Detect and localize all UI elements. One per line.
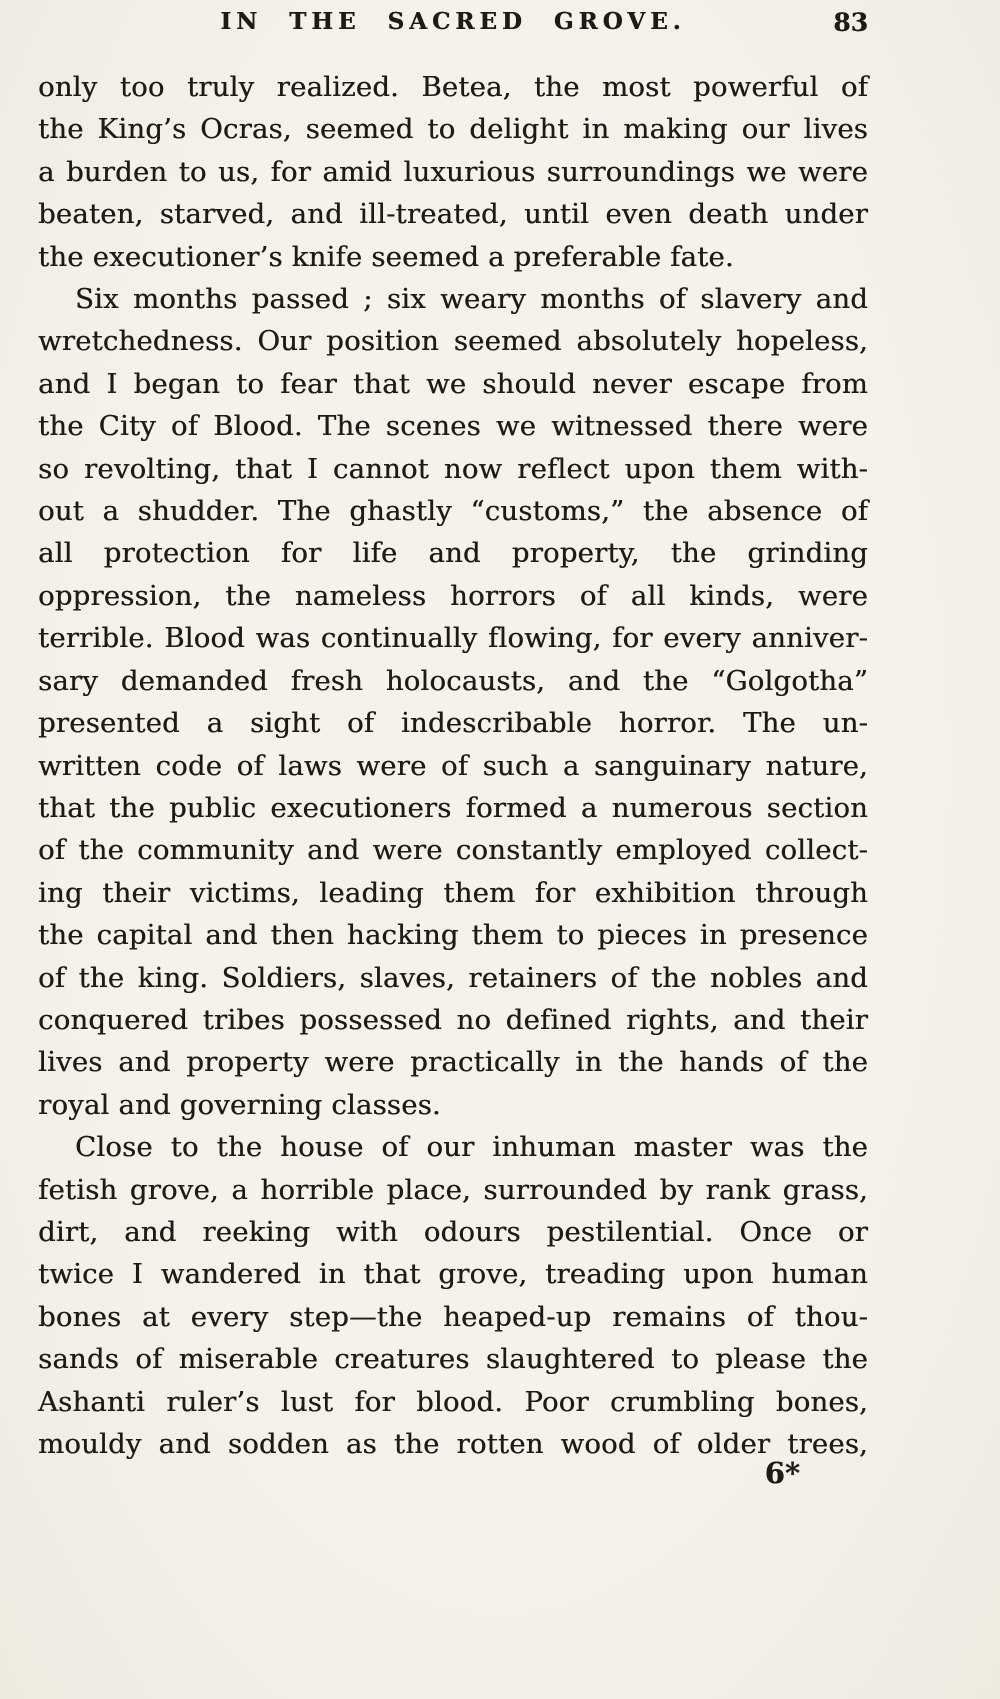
- text-line: sands of miserable creatures slaughtered to please the: [38, 1343, 868, 1376]
- text-line: all protection for life and property, the grinding: [38, 537, 868, 570]
- text-line: beaten, starved, and ill-treated, until even death under: [38, 198, 868, 231]
- text-line: the City of Blood. The scenes we witnessed there were: [38, 410, 868, 443]
- text-line: a burden to us, for amid luxurious surroundings we were: [38, 155, 868, 188]
- text-line: the capital and then hacking them to pieces in presence: [38, 919, 868, 952]
- signature-mark: 6*: [764, 1456, 800, 1490]
- text-line: of the king. Soldiers, slaves, retainers of the nobles and: [38, 961, 868, 994]
- page-number: 83: [833, 8, 868, 37]
- paragraph: [38, 1126, 868, 1465]
- text-line: that the public executioners formed a numerous section: [38, 791, 868, 824]
- text-line: dirt, and reeking with odours pestilential. Once or: [38, 1215, 868, 1248]
- text-line: the King’s Ocras, seemed to delight in making our lives: [38, 113, 868, 146]
- text-line: lives and property were practically in the hands of the: [38, 1046, 868, 1079]
- text-line: out a shudder. The ghastly “customs,” the absence of: [38, 495, 868, 528]
- text-line: Close to the house of our inhuman master was the: [75, 1131, 868, 1164]
- text-line: conquered tribes possessed no defined rights, and their: [38, 1003, 868, 1036]
- text-line: oppression, the nameless horrors of all kinds, were: [38, 579, 868, 612]
- page-body: [38, 66, 868, 1465]
- text-line: ing their victims, leading them for exhibition through: [38, 876, 868, 909]
- text-line: so revolting, that I cannot now reflect upon them with-: [38, 452, 868, 485]
- text-line: the executioner’s knife seemed a preferable fate.: [38, 240, 734, 273]
- text-line: of the community and were constantly employed collect-: [38, 834, 868, 867]
- text-line: only too truly realized. Betea, the most powerful of: [38, 71, 868, 103]
- paragraph: [38, 278, 868, 1126]
- text-line: bones at every step—the heaped-up remains of thou-: [38, 1300, 868, 1333]
- text-line: royal and governing classes.: [38, 1088, 441, 1121]
- text-line: Six months passed ; six weary months of slavery and: [75, 283, 868, 316]
- text-line: written code of laws were of such a sanguinary nature,: [38, 749, 868, 782]
- text-line: presented a sight of indescribable horror. The un-: [38, 707, 868, 740]
- running-title: IN THE SACRED GROVE.: [220, 8, 686, 35]
- text-line: mouldy and sodden as the rotten wood of older trees,: [38, 1428, 868, 1460]
- page-header: [38, 8, 868, 46]
- text-line: sary demanded fresh holocausts, and the “Golgotha”: [38, 664, 868, 697]
- text-line: fetish grove, a horrible place, surrounded by rank grass,: [38, 1173, 868, 1206]
- text-line: and I began to fear that we should never escape from: [38, 367, 868, 400]
- paragraph: [38, 66, 868, 278]
- text-line: wretchedness. Our position seemed absolutely hopeless,: [38, 325, 868, 358]
- text-line: Ashanti ruler’s lust for blood. Poor crumbling bones,: [38, 1385, 868, 1418]
- text-line: twice I wandered in that grove, treading upon human: [38, 1258, 868, 1291]
- text-line: terrible. Blood was continually flowing, for every anniver-: [38, 622, 868, 655]
